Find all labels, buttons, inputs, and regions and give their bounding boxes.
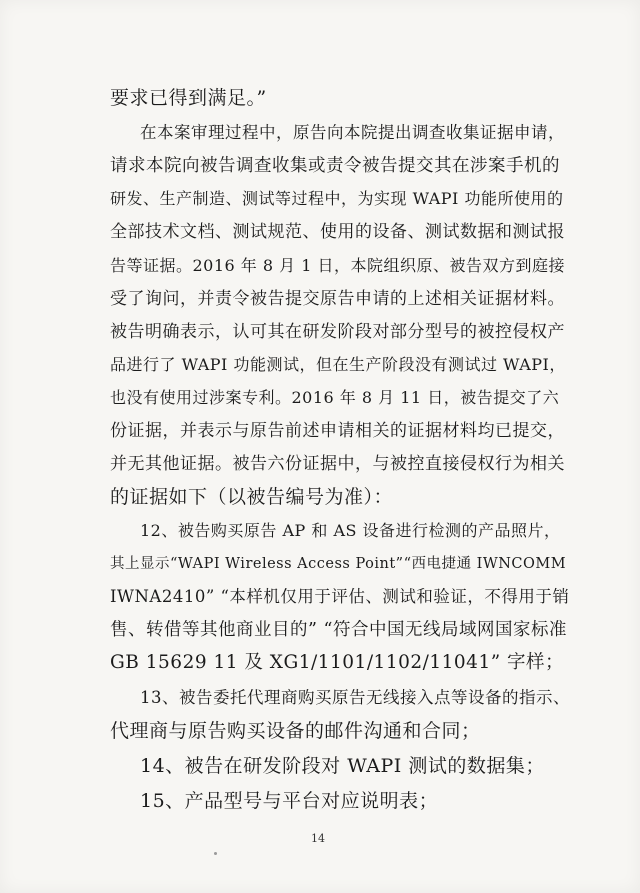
text-line-15: 其上显示“WAPI Wireless Access Point”“西电捷通 IWNCOMM xyxy=(110,556,567,572)
text-line-10: 也没有使用过涉案专利。2016 年 8 月 11 日，被告提交了六 xyxy=(110,388,560,407)
text-line-22: 15、产品型号与平台对应说明表； xyxy=(140,790,439,812)
page-number: 14 xyxy=(311,832,325,845)
text-line-11: 份证据，并表示与原告前述申请相关的证据材料均已提交， xyxy=(110,421,565,441)
text-line-14: 12、被告购买原告 AP 和 AS 设备进行检测的产品照片， xyxy=(140,521,561,540)
text-line-9: 品进行了 WAPI 功能测试，但在生产阶段没有测试过 WAPI， xyxy=(110,355,566,374)
text-line-17: 售、转借等其他商业目的” “符合中国无线局域网国家标准 xyxy=(110,620,567,640)
text-line-21: 14、被告在研发阶段对 WAPI 测试的数据集； xyxy=(140,755,545,777)
scan-speck xyxy=(214,852,217,855)
text-line-7: 受了询问，并责令被告提交原告申请的上述相关证据材料。 xyxy=(110,289,565,309)
text-line-19: 13、被告委托代理商购买原告无线接入点等设备的指示、 xyxy=(140,688,570,707)
text-line-12: 并无其他证据。被告六份证据中，与被控直接侵权行为相关 xyxy=(110,454,565,474)
text-line-6: 告等证据。2016 年 8 月 1 日，本院组织原、被告双方到庭接 xyxy=(110,256,566,275)
text-line-1: 要求已得到满足。” xyxy=(110,87,267,109)
text-line-13: 的证据如下（以被告编号为准）： xyxy=(110,486,394,508)
text-line-4: 研发、生产制造、测试等过程中，为实现 WAPI 功能所使用的 xyxy=(110,189,564,208)
text-line-3: 请求本院向被告调查收集或责令被告提交其在涉案手机的 xyxy=(110,156,560,176)
text-line-18: GB 15629 11 及 XG1/1101/1102/11041” 字样； xyxy=(110,652,565,673)
text-line-5: 全部技术文档、测试规范、使用的设备、测试数据和测试报 xyxy=(110,222,565,242)
text-line-16: IWNA2410” “本样机仅用于评估、测试和验证，不得用于销 xyxy=(110,587,570,606)
text-line-20: 代理商与原告购买设备的邮件沟通和合同； xyxy=(110,720,481,742)
text-line-2: 在本案审理过程中，原告向本院提出调查收集证据申请， xyxy=(140,123,565,142)
text-line-8: 被告明确表示，认可其在研发阶段对部分型号的被控侵权产 xyxy=(110,322,565,342)
